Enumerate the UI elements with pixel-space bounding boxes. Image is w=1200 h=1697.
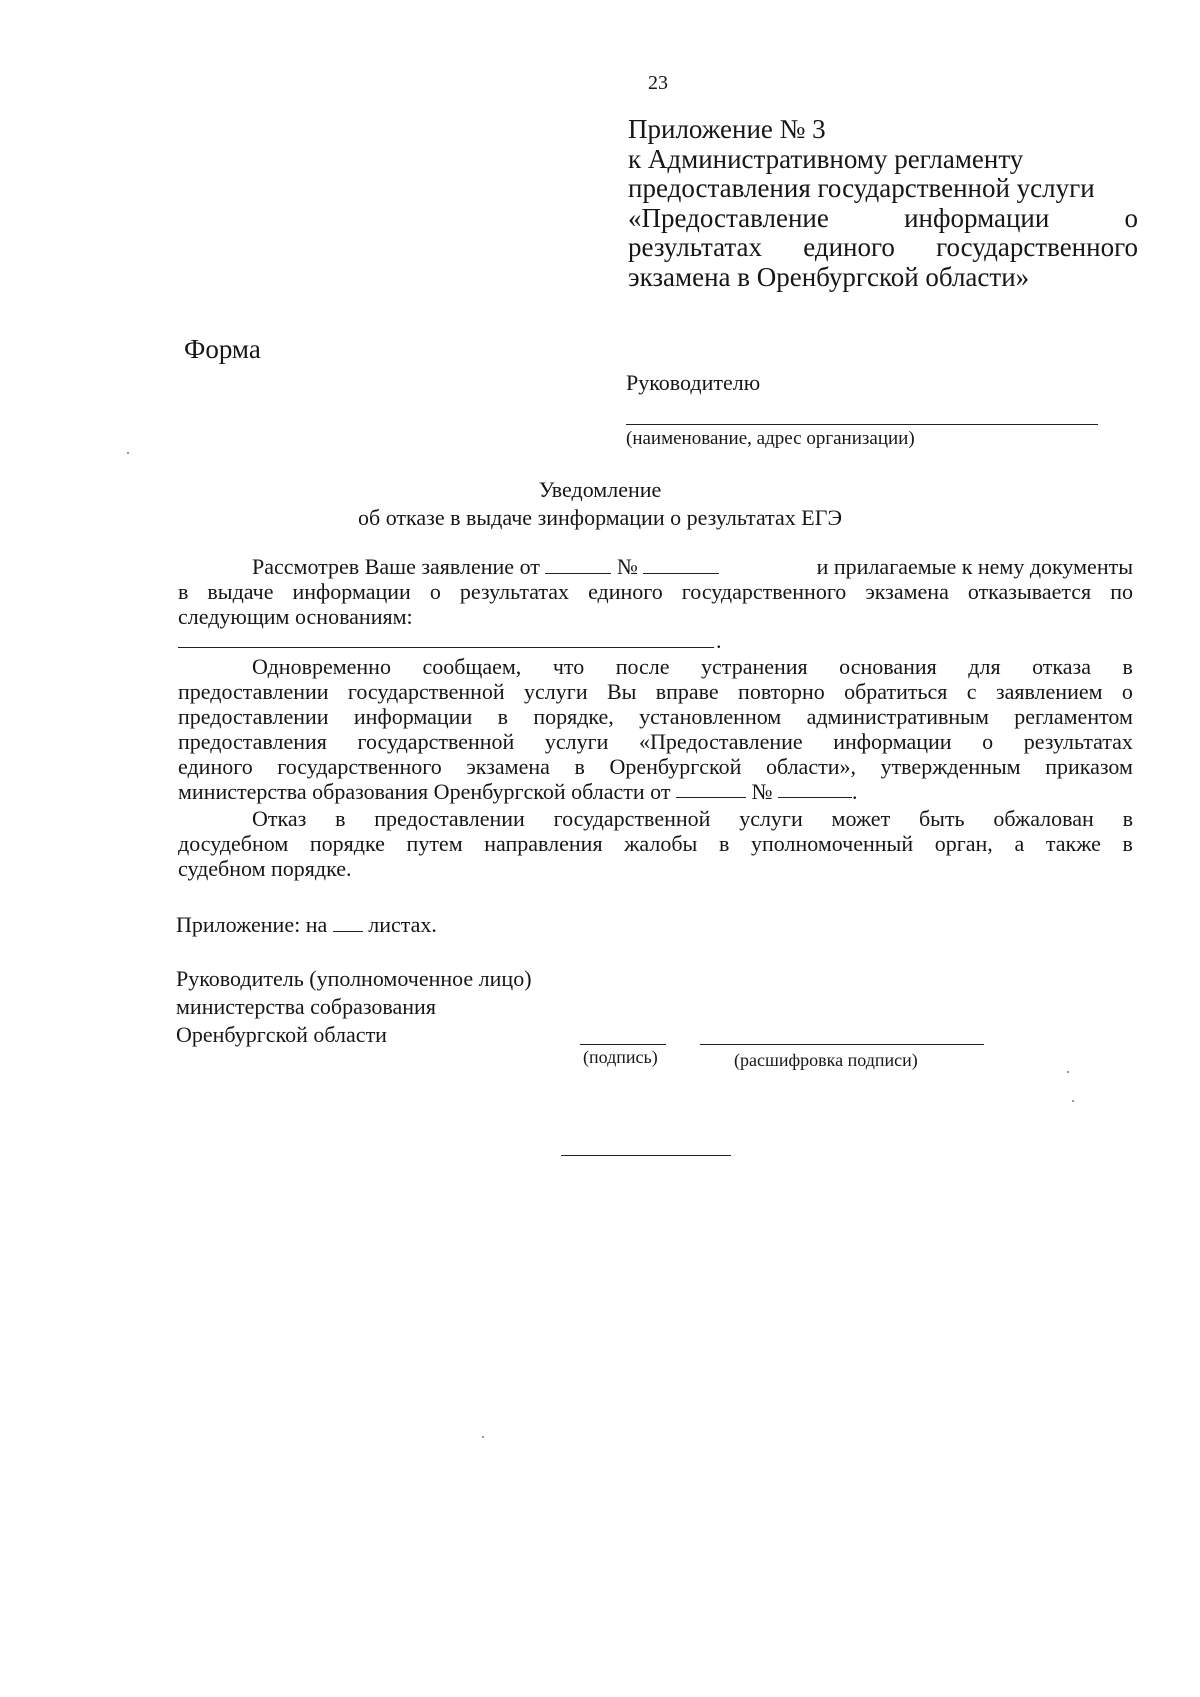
- signature-decode-caption: (расшифровка подписи): [734, 1050, 918, 1070]
- recipient-label: Руководителю: [626, 370, 761, 395]
- word: о: [1121, 679, 1133, 704]
- attachment-suffix: листах.: [368, 912, 437, 937]
- appendix-line-5-word-2: единого: [803, 232, 895, 262]
- grounds-blank-line: [178, 647, 714, 648]
- word: о: [429, 579, 441, 604]
- paragraph-2-line-2: [178, 679, 1133, 704]
- application-date-blank: [545, 555, 611, 574]
- word: выдаче: [207, 579, 274, 604]
- word: единого: [588, 579, 663, 604]
- word: экзамена: [865, 579, 949, 604]
- word: устранения: [701, 654, 808, 679]
- word: услуги: [524, 679, 588, 704]
- signer-line-1: Руководитель (уполномоченное лицо): [176, 966, 532, 991]
- appendix-line-4-word-3: о: [1124, 202, 1138, 233]
- word: также: [1045, 831, 1101, 856]
- appendix-line-3: предоставления государственной услуги: [628, 173, 1095, 203]
- scan-speck: [1067, 1071, 1069, 1073]
- word: Оренбургской: [609, 754, 742, 779]
- appendix-line-6: экзамена в Оренбургской области»: [628, 261, 1030, 292]
- paragraph-1-line-3: следующим основаниям:: [178, 604, 413, 629]
- word: в: [497, 704, 508, 729]
- word: приказом: [1045, 754, 1133, 779]
- word: вправе: [655, 679, 719, 704]
- appendix-line-4: [628, 204, 1138, 234]
- scan-speck: [482, 1436, 484, 1438]
- paragraph-2-line-5: [178, 754, 1133, 779]
- attachment-line: [176, 912, 437, 938]
- word: отказывается: [967, 579, 1092, 604]
- word: жалобы: [624, 831, 698, 856]
- word: обратиться: [844, 679, 948, 704]
- signer-block: [176, 965, 532, 1049]
- document-end-line: [561, 1155, 731, 1156]
- signature-blank-line: [580, 1044, 666, 1045]
- appendix-line-4-word-1: «Предоставление: [628, 202, 829, 233]
- application-number-blank: [643, 555, 719, 574]
- paragraph-1-line-1: [178, 554, 1133, 579]
- word: информации: [353, 704, 473, 729]
- signer-line-3: Оренбургской области: [176, 1022, 387, 1047]
- word: с: [966, 679, 977, 704]
- word: информации: [292, 579, 411, 604]
- word: единого: [178, 754, 253, 779]
- form-label: Форма: [184, 334, 261, 364]
- word: быть: [918, 806, 965, 831]
- signature-decode-blank-line: [700, 1044, 984, 1045]
- paragraph-2-line-1: [178, 654, 1133, 679]
- word: повторно: [738, 679, 825, 704]
- word: о: [982, 729, 994, 754]
- word: основания: [839, 654, 937, 679]
- word: досудебном: [178, 831, 289, 856]
- word: уполномоченный: [751, 831, 914, 856]
- word: может: [831, 806, 891, 831]
- word: государственного: [681, 579, 847, 604]
- word: сообщаем,: [422, 654, 522, 679]
- paragraph-3: [178, 806, 1133, 881]
- order-number-blank: [778, 779, 852, 798]
- word: отказа: [1032, 654, 1091, 679]
- appendix-line-2: к Административному регламенту: [628, 143, 1024, 174]
- paragraph-3-line-3: судебном порядке.: [178, 856, 352, 881]
- notice-subtitle: об отказе в выдаче зинформации о результатах ЕГЭ: [358, 505, 842, 530]
- word: области»,: [765, 754, 856, 779]
- word: информации: [833, 729, 952, 754]
- word: установленном: [639, 704, 782, 729]
- word: предоставлении: [374, 806, 525, 831]
- word: утвержденным: [880, 754, 1021, 779]
- word: в: [1122, 806, 1133, 831]
- word: государственного: [277, 754, 442, 779]
- word: в: [574, 754, 585, 779]
- word: а: [1014, 831, 1025, 856]
- word: в: [1122, 831, 1133, 856]
- order-date-blank: [676, 779, 746, 798]
- word: Вы: [606, 679, 637, 704]
- word: результатах: [459, 579, 570, 604]
- word: результатах: [1023, 729, 1133, 754]
- paragraph-3-line-1: [178, 806, 1133, 831]
- word: в: [178, 579, 189, 604]
- paragraph-1: [178, 554, 1133, 629]
- paragraph-1-text-b: №: [616, 554, 638, 579]
- paragraph-1-text-c: и прилагаемые к нему документы: [816, 554, 1133, 579]
- paragraph-1-line-2: [178, 579, 1133, 604]
- attachment-prefix: Приложение: на: [176, 912, 328, 937]
- scan-speck: [127, 452, 129, 454]
- page-number: 23: [648, 72, 668, 94]
- appendix-line-5-word-1: результатах: [628, 232, 763, 262]
- word: для: [968, 654, 1001, 679]
- appendix-header: [628, 115, 1138, 292]
- paragraph-2: [178, 654, 1133, 804]
- grounds-end-dot: .: [716, 628, 722, 653]
- word: что: [552, 654, 585, 679]
- word: порядке,: [533, 704, 614, 729]
- word: экзамена: [466, 754, 550, 779]
- word: заявлением: [995, 679, 1103, 704]
- word: орган,: [934, 831, 993, 856]
- word: «Предоставление: [639, 729, 803, 754]
- word: Отказ: [252, 806, 307, 831]
- appendix-title: Приложение № 3: [628, 114, 826, 144]
- word: услуги: [544, 729, 609, 754]
- sheets-count-blank: [333, 913, 363, 932]
- word: предоставлении: [178, 704, 329, 729]
- word: государственной: [357, 729, 515, 754]
- word: в: [718, 831, 730, 856]
- recipient-blank-line: [626, 424, 1098, 425]
- paragraph-2-line-6: [178, 779, 1133, 804]
- paragraph-3-line-2: [178, 831, 1133, 856]
- word: регламентом: [1014, 704, 1133, 729]
- word: обжалован: [993, 806, 1094, 831]
- word: направления: [484, 831, 603, 856]
- paragraph-2-line-4: [178, 729, 1133, 754]
- word: в: [1122, 654, 1133, 679]
- word: предоставлении: [178, 679, 329, 704]
- recipient-hint: (наименование, адрес организации): [626, 428, 915, 449]
- word: Одновременно: [252, 654, 391, 679]
- word: после: [615, 654, 670, 679]
- appendix-line-4-word-2: информации: [904, 202, 1050, 233]
- paragraph-2-line-6-text-b: №: [751, 779, 773, 804]
- paragraph-2-line-6-text-a: министерства образования Оренбургской области от: [178, 779, 671, 804]
- word: административным: [806, 704, 989, 729]
- word: предоставления: [178, 729, 327, 754]
- word: порядке: [309, 831, 385, 856]
- word: услуги: [739, 806, 803, 831]
- word: государственной: [553, 806, 711, 831]
- paragraph-1-text-a: Рассмотрев Ваше заявление от: [252, 554, 540, 579]
- appendix-line-5-word-3: государственного: [936, 232, 1138, 262]
- signer-line-2: министерства собразования: [176, 994, 436, 1019]
- paragraph-2-line-6-text-c: .: [851, 779, 858, 804]
- word: государственной: [347, 679, 505, 704]
- signature-caption: (подпись): [583, 1047, 658, 1067]
- scan-speck: [1072, 1100, 1074, 1102]
- word: в: [335, 806, 346, 831]
- word: путем: [406, 831, 463, 856]
- appendix-line-5: [628, 233, 1138, 263]
- notice-title: Уведомление: [538, 477, 662, 502]
- paragraph-2-line-3: [178, 704, 1133, 729]
- word: по: [1110, 579, 1133, 604]
